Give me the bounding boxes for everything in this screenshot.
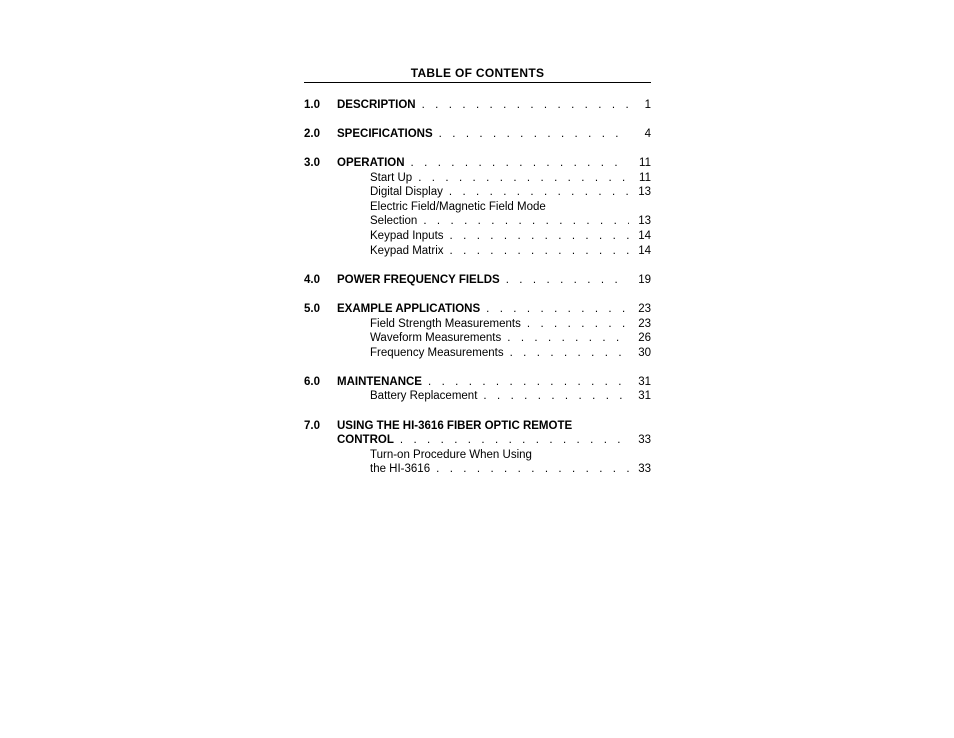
section-title: USING THE HI-3616 FIBER OPTIC REMOTE [337, 419, 573, 432]
page-number: 14 [638, 244, 651, 257]
dot-leader [450, 244, 629, 259]
toc-section-row [304, 156, 651, 171]
dot-leader [418, 171, 629, 186]
page-number: 23 [638, 302, 651, 315]
toc-subsection-row [304, 171, 651, 186]
toc-section-row [304, 433, 651, 448]
toc-section-row [304, 375, 651, 390]
toc-body [304, 83, 651, 477]
toc-section-row [304, 419, 651, 434]
subsection-title: Field Strength Measurements [370, 317, 521, 330]
toc-entry [337, 127, 651, 142]
toc-entry [370, 389, 651, 404]
section-title: EXAMPLE APPLICATIONS [337, 302, 481, 315]
page-number: 4 [644, 127, 651, 140]
toc-subsection-row [304, 185, 651, 200]
toc-entry [337, 273, 651, 288]
toc-entry [337, 156, 651, 171]
toc-subsection-row [304, 448, 651, 463]
toc-section-row [304, 273, 651, 288]
section-title: DESCRIPTION [337, 98, 416, 111]
toc-entry [370, 448, 651, 463]
toc-entry [370, 317, 651, 332]
page-number: 19 [638, 273, 651, 286]
toc-entry [337, 419, 651, 434]
dot-leader [436, 462, 629, 477]
subsection-title: Keypad Inputs [370, 229, 444, 242]
toc-entry [337, 375, 651, 390]
toc-entry [370, 331, 651, 346]
toc-entry [370, 462, 651, 477]
section-number: 3.0 [304, 156, 320, 169]
page-number: 31 [638, 390, 651, 403]
toc-subsection-row [304, 389, 651, 404]
toc-section-row [304, 98, 651, 113]
toc-subsection-row [304, 229, 651, 244]
toc-entry [370, 346, 651, 361]
toc-subsection-row [304, 214, 651, 229]
section-gap [304, 287, 651, 302]
toc-entry [370, 171, 651, 186]
dot-leader [422, 98, 629, 113]
dot-leader [423, 214, 629, 229]
section-number: 4.0 [304, 273, 320, 286]
toc-subsection-row [304, 244, 651, 259]
page-number: 13 [638, 186, 651, 199]
subsection-title: Keypad Matrix [370, 244, 444, 257]
toc-entry [370, 185, 651, 200]
section-title: OPERATION [337, 156, 405, 169]
section-gap [304, 258, 651, 273]
toc-subsection-row [304, 331, 651, 346]
toc-section-row [304, 302, 651, 317]
page-number: 13 [638, 215, 651, 228]
section-gap [304, 404, 651, 419]
toc-entry [370, 229, 651, 244]
section-number: 5.0 [304, 302, 320, 315]
dot-leader [449, 185, 629, 200]
subsection-title: Battery Replacement [370, 390, 478, 403]
subsection-title: Start Up [370, 171, 413, 184]
section-title: CONTROL [337, 434, 394, 447]
toc-entry [370, 214, 651, 229]
subsection-title: Digital Display [370, 186, 443, 199]
page-number: 1 [644, 98, 651, 111]
section-gap [304, 112, 651, 127]
section-gap [304, 83, 651, 98]
dot-leader [486, 302, 629, 317]
section-number: 6.0 [304, 375, 320, 388]
page-number: 11 [639, 156, 651, 169]
page-number: 11 [639, 171, 651, 184]
toc-subsection-row [304, 462, 651, 477]
toc-entry [337, 98, 651, 113]
subsection-title: Waveform Measurements [370, 332, 502, 345]
section-number: 1.0 [304, 98, 320, 111]
section-gap [304, 141, 651, 156]
page-number: 23 [638, 317, 651, 330]
subsection-title: Electric Field/Magnetic Field Mode [370, 200, 546, 213]
subsection-title: Selection [370, 215, 418, 228]
toc-entry [370, 244, 651, 259]
toc-entry [370, 200, 651, 215]
dot-leader [507, 331, 629, 346]
section-title: POWER FREQUENCY FIELDS [337, 273, 500, 286]
section-title: MAINTENANCE [337, 375, 422, 388]
subsection-title: Frequency Measurements [370, 346, 504, 359]
toc-title: TABLE OF CONTENTS [304, 66, 651, 83]
dot-leader [428, 375, 629, 390]
page-number: 30 [638, 346, 651, 359]
page-number: 26 [638, 332, 651, 345]
toc-subsection-row [304, 346, 651, 361]
table-of-contents [304, 66, 651, 477]
subsection-title: Turn-on Procedure When Using [370, 448, 532, 461]
dot-leader [450, 229, 629, 244]
page-number: 33 [638, 463, 651, 476]
toc-entry [337, 433, 651, 448]
section-number: 2.0 [304, 127, 320, 140]
section-gap [304, 360, 651, 375]
page-number: 14 [638, 229, 651, 242]
dot-leader [439, 127, 629, 142]
toc-subsection-row [304, 200, 651, 215]
dot-leader [411, 156, 629, 171]
dot-leader [510, 346, 629, 361]
section-number: 7.0 [304, 419, 320, 432]
dot-leader [400, 433, 629, 448]
dot-leader [527, 317, 629, 332]
subsection-title: the HI-3616 [370, 463, 431, 476]
page-number: 33 [638, 434, 651, 447]
toc-section-row [304, 127, 651, 142]
dot-leader [483, 389, 629, 404]
page-number: 31 [638, 375, 651, 388]
toc-entry [337, 302, 651, 317]
section-title: SPECIFICATIONS [337, 127, 433, 140]
toc-subsection-row [304, 317, 651, 332]
dot-leader [506, 273, 629, 288]
